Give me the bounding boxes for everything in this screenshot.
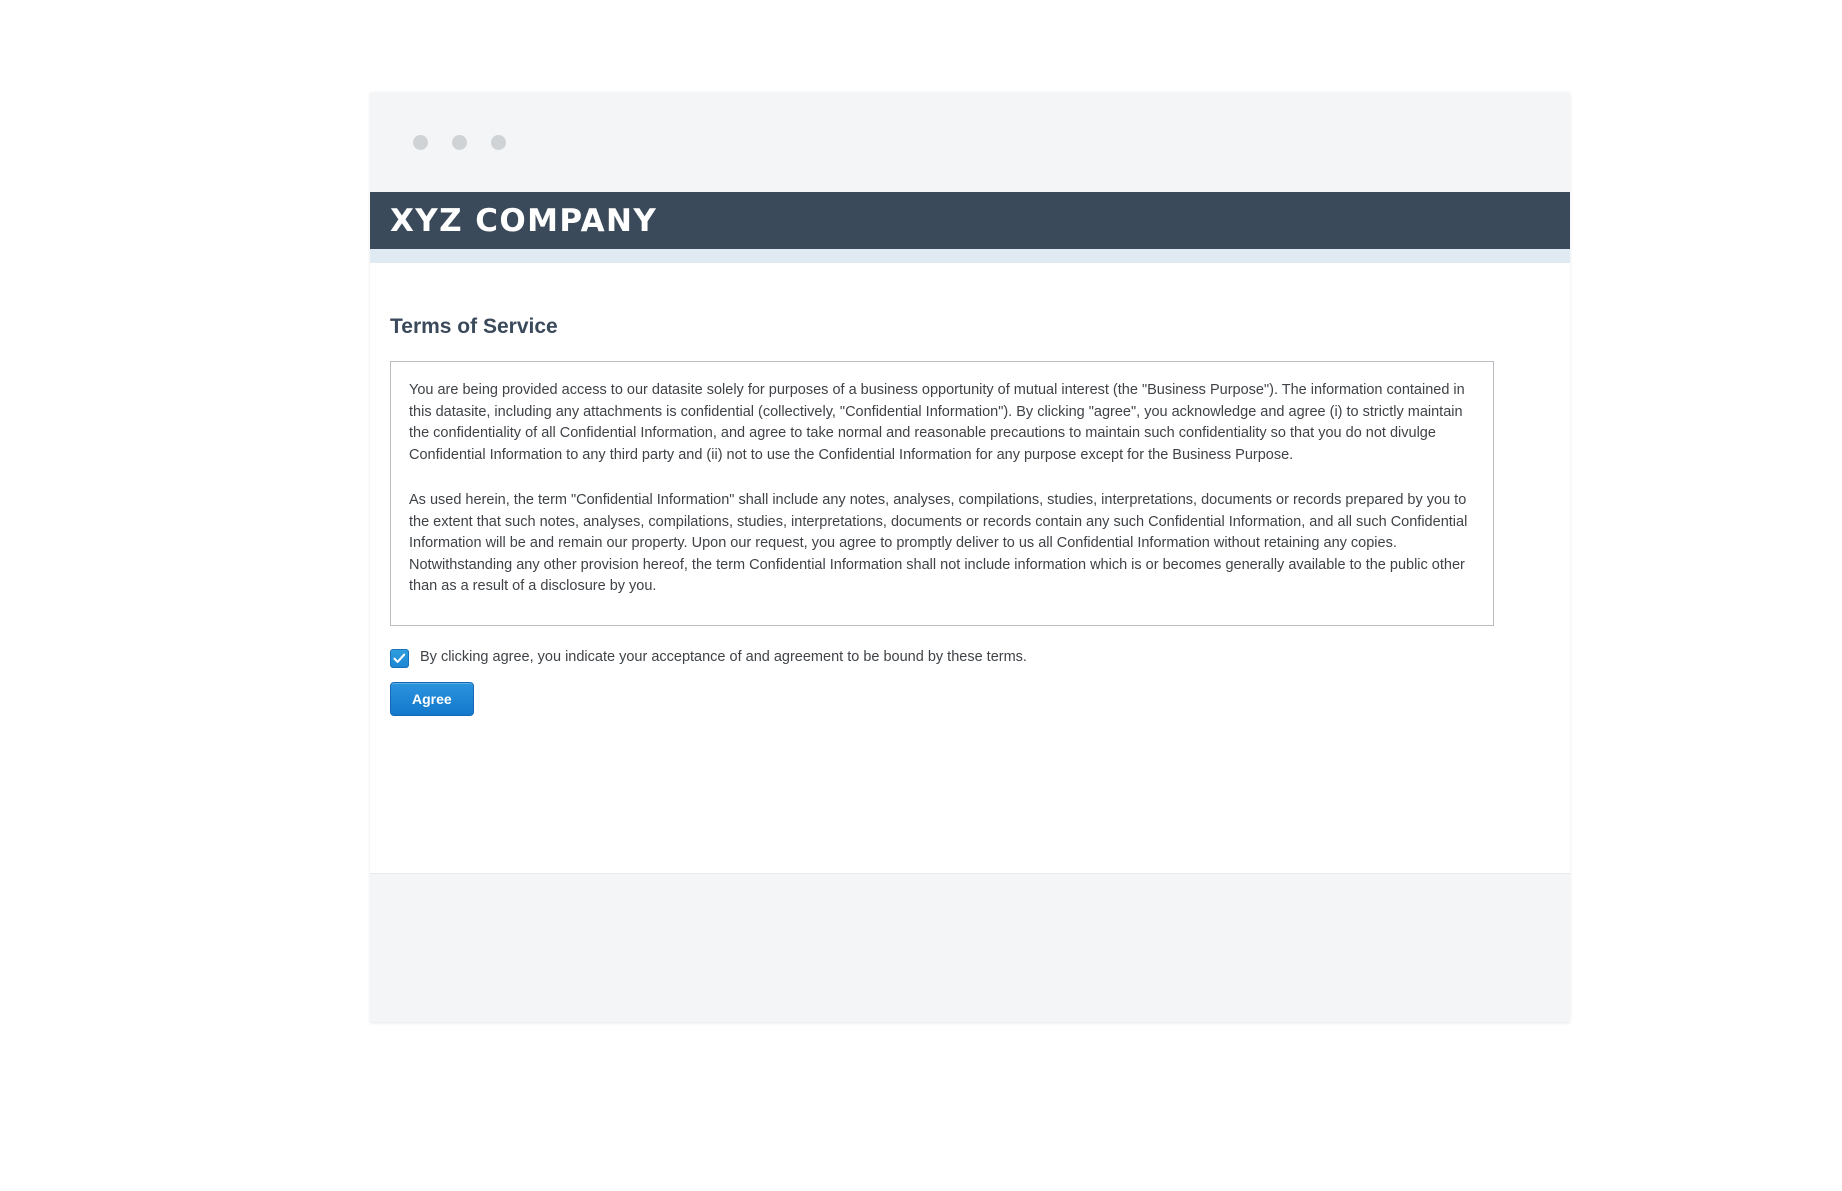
terms-scroll-region[interactable] bbox=[390, 361, 1494, 626]
terms-paragraph-1: You are being provided access to our datasite solely for purposes of a business opportunity of mutual interest (the "Business Purpose"). The information contained in this datasite, including any attachments is confidential (collectively, "Confidential Information"). By clicking "agree", you acknowledge and agree (i) to strictly maintain the confidentiality of all Confidential Information, and agree to take normal and reasonable precautions to maintain such confidentiality so that you do not divulge Confidential Information to any third party and (ii) not to use the Confidential Information for any purpose except for the Business Purpose. bbox=[409, 382, 1465, 463]
page-content bbox=[370, 263, 1570, 873]
accept-terms-checkbox[interactable] bbox=[390, 649, 409, 668]
traffic-light-controls bbox=[413, 135, 506, 150]
close-window-dot-icon[interactable] bbox=[413, 135, 428, 150]
app-window bbox=[370, 92, 1570, 1022]
window-footer bbox=[370, 873, 1570, 1022]
checkmark-icon bbox=[393, 652, 406, 665]
accept-terms-label: By clicking agree, you indicate your acceptance of and agreement to be bound by these terms. bbox=[420, 649, 1027, 665]
terms-paragraph-2: As used herein, the term "Confidential Information" shall include any notes, analyses, compilations, studies, interpretations, documents or records prepared by you to the extent that such notes, analyses, compilations, studies, interpretations, documents or records contain any such Confidential Information, and all such Confidential Information will be and remain our property. Upon our request, you agree to promptly deliver to us all Confidential Information without retaining any copies. Notwithstanding any other provision hereof, the term Confidential Information shall not include information which is or becomes generally available to the public other than as a result of a disclosure by you. bbox=[409, 492, 1468, 594]
brand-header bbox=[370, 192, 1570, 249]
accent-divider bbox=[370, 249, 1570, 263]
terms-paragraph-3 bbox=[409, 622, 1473, 627]
brand-title: XYZ COMPANY bbox=[390, 202, 658, 239]
acceptance-row bbox=[390, 647, 1550, 668]
maximize-window-dot-icon[interactable] bbox=[491, 135, 506, 150]
window-titlebar bbox=[370, 92, 1570, 192]
agree-button[interactable]: Agree bbox=[390, 682, 474, 716]
page-title: Terms of Service bbox=[390, 315, 558, 338]
minimize-window-dot-icon[interactable] bbox=[452, 135, 467, 150]
